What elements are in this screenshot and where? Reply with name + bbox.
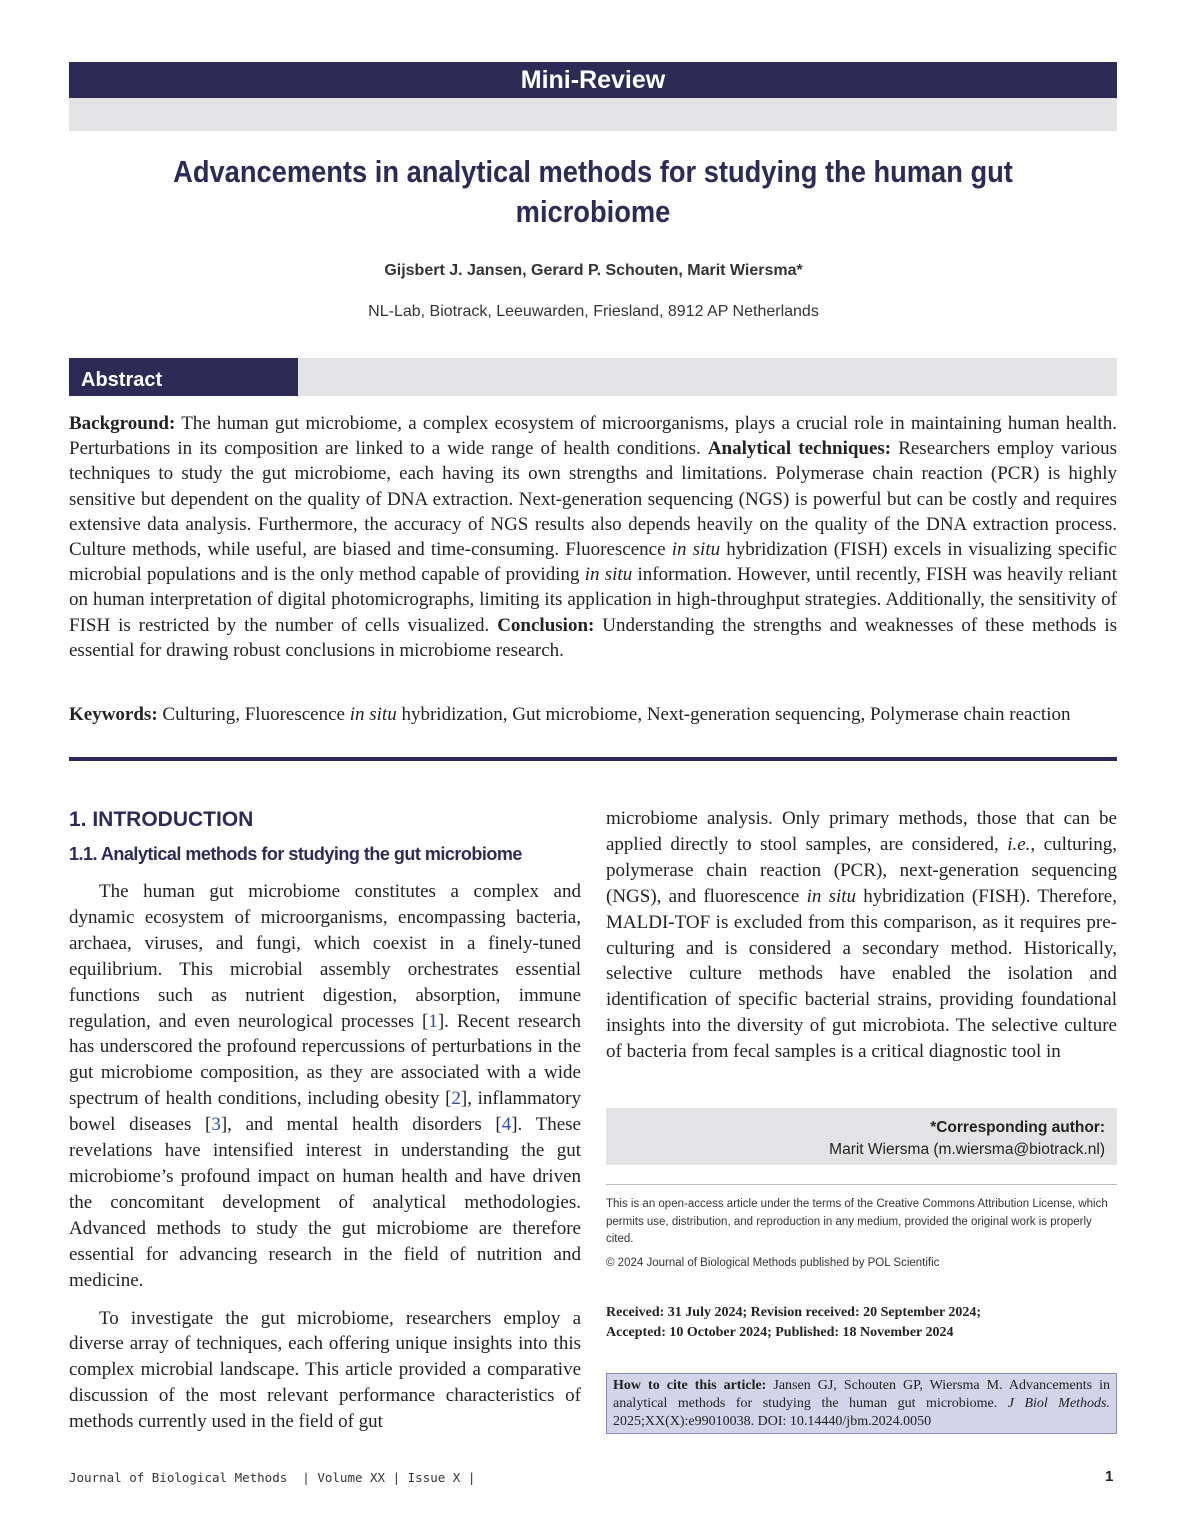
techniques-label: Analytical techniques: [707, 438, 892, 460]
page-number: 1 [1105, 1468, 1114, 1485]
corresponding-name[interactable]: Marit Wiersma (m.wiersma@biotrack.nl) [829, 1141, 1105, 1158]
keywords-text: Culturing, Fluorescence [157, 704, 350, 725]
para-text: ]. Recent research has underscored the profound repercussions of perturbations in the gut microbiome composition, as they are associated with a wide spectrum of health conditions, including obesity [ [69, 1010, 581, 1110]
subsection-heading: 1.1. Analytical methods for studying the gut microbiome [69, 844, 522, 864]
cite-journal: J Biol Methods. [1007, 1396, 1110, 1411]
para-text: hybridization (FISH). Therefore, MALDI-TOF is excluded from this comparison, as it requires pre-culturing and is considered a secondary method. Historically, selective culture methods have enabled the isolation and identification of specific bacterial strains, providing foundational insights into the diversity of gut microbiota. The selective culture of bacteria from fecal samples is a critical diagnostic tool in [606, 885, 1117, 1063]
conclusion-label: Conclusion: [497, 614, 595, 636]
reference-link[interactable]: 3 [211, 1114, 221, 1136]
in-situ-term: in situ [349, 704, 397, 725]
para-text: , culturing, polymerase chain reaction (PCR), next-generation sequencing (NGS), and fluorescence [606, 833, 1117, 907]
keywords [69, 702, 1089, 727]
affiliation: NL-Lab, Biotrack, Leeuwarden, Friesland, 8912 AP Netherlands [368, 303, 819, 320]
abstract-body [69, 411, 1117, 663]
dates-line: Received: 31 July 2024; Revision received: 20 September 2024; [606, 1305, 982, 1320]
article-type-banner: Mini-Review [69, 62, 1117, 98]
intro-paragraph-3 [606, 806, 1117, 1065]
background-label: Background: [69, 413, 176, 434]
para-text: microbiome analysis. Only primary methods, those that can be applied directly to stool samples, are considered, [606, 808, 1117, 855]
reference-link[interactable]: 4 [501, 1114, 512, 1136]
para-text: The human gut microbiome constitutes a complex and dynamic ecosystem of microorganisms, encompassing bacteria, archaea, viruses, and fungi, which coexist in a finely-tuned equilibrium. This microbial assembly orchestrates essential functions such as nutrient digestion, absorption, immune regulation, and even neurological processes [ [69, 881, 581, 1032]
para-text: ], inflammatory bowel diseases [ [69, 1088, 581, 1136]
background-text: The human gut microbiome, a complex ecosystem of microorganisms, plays a crucial role in maintaining human health. Perturbations in its composition are linked to a wide range of health conditions. [69, 413, 1117, 460]
abstract-heading: Abstract [69, 358, 298, 396]
corresponding-label: *Corresponding author: [930, 1119, 1105, 1136]
keywords-label: Keywords: [69, 704, 158, 725]
in-situ-term: in situ [584, 564, 633, 586]
conclusion-text: Understanding the strengths and weaknesses of these methods is essential for drawing robust conclusions in microbiome research. [69, 614, 1117, 661]
intro-paragraph-1 [69, 879, 581, 1294]
right-column [606, 806, 1117, 1065]
copyright-line: © 2024 Journal of Biological Methods published by POL Scientific [606, 1257, 940, 1269]
in-situ-term: in situ [671, 539, 721, 561]
left-column [69, 808, 581, 1447]
cite-label: How to cite this article: [613, 1378, 767, 1393]
banner-underlay [69, 98, 1117, 131]
how-to-cite-box [606, 1373, 1117, 1434]
corresponding-author-box [606, 1108, 1117, 1165]
para-text: ], and mental health disorders [ [220, 1114, 502, 1136]
keywords-text: hybridization, Gut microbiome, Next-generation sequencing, Polymerase chain reaction [396, 704, 1071, 725]
ie-term: i.e. [1007, 833, 1031, 855]
techniques-text: hybridization (FISH) excels in visualizing specific microbial populations and is the only method capable of providing [69, 539, 1117, 586]
cite-text: Jansen GJ, Schouten GP, Wiersma M. Advancements in analytical methods for studying the human gut microbiome. [613, 1378, 1110, 1411]
para-text: ]. These revelations have intensified interest in understanding the gut microbiome’s profound impact on human health and have driven the concomitant development of analytical methodologies. Advanced methods to study the gut microbiome are therefore essential for advancing research in the field of nutrition and medicine. [69, 1114, 581, 1291]
section-heading: 1. INTRODUCTION [69, 808, 254, 831]
section-divider [69, 757, 1117, 761]
techniques-text: information. However, until recently, FISH was heavily reliant on human interpretation of digital photomicrographs, limiting its application in high-throughput strategies. Additionally, the sensitivity of FISH is restricted by the number of cells visualized. [69, 564, 1117, 636]
author-list: Gijsbert J. Jansen, Gerard P. Schouten, Marit Wiersma* [384, 262, 803, 279]
dates-line: Accepted: 10 October 2024; Published: 18 November 2024 [606, 1325, 954, 1340]
article-title: Advancements in analytical methods for studying the human gut microbiome [173, 154, 1013, 229]
license-text: This is an open-access article under the terms of the Creative Commons Attribution License, which permits use, distribution, and reproduction in any medium, provided the original work is properly cited. [606, 1198, 1108, 1245]
in-situ-term: in situ [806, 885, 857, 907]
thin-divider [606, 1184, 1117, 1185]
techniques-text: Researchers employ various techniques to study the gut microbiome, each having its own strengths and limitations. Polymerase chain reaction (PCR) is highly sensitive but dependent on the quality of DNA extraction. Next-generation sequencing (NGS) is powerful but can be costly and requires extensive data analysis. Furthermore, the accuracy of NGS results also depends heavily on the quality of the DNA extraction process. Culture methods, while useful, are biased and time-consuming. Fluorescence [69, 438, 1117, 561]
intro-paragraph-2: To investigate the gut microbiome, researchers employ a diverse array of techniques, each offering unique insights into this complex microbial landscape. This article provided a comparative discussion of the most relevant performance characteristics of methods currently used in the field of gut [69, 1307, 581, 1433]
cite-text: 2025;XX(X):e99010038. DOI: 10.14440/jbm.2024.0050 [613, 1414, 932, 1429]
reference-link[interactable]: 2 [451, 1088, 461, 1110]
footer-journal-info: Journal of Biological Methods | Volume XX | Issue X | [69, 1470, 476, 1485]
reference-link[interactable]: 1 [428, 1010, 438, 1032]
article-dates [606, 1303, 1117, 1343]
